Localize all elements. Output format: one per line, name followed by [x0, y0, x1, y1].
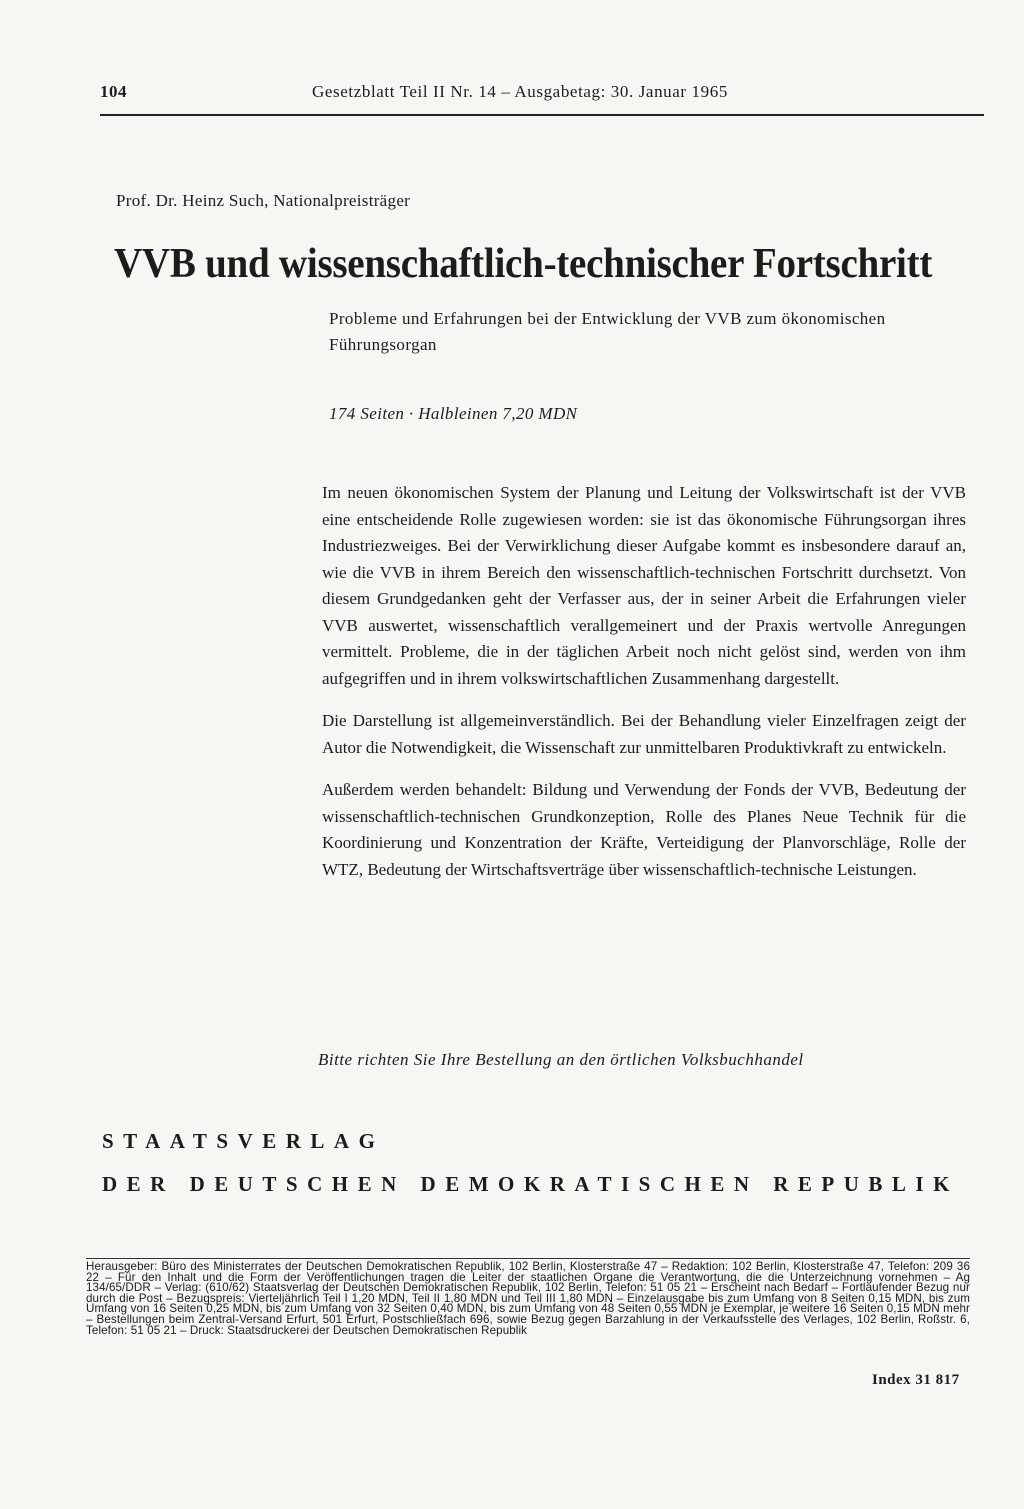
description-paragraph-2: Die Darstellung ist allgemeinverständlich. Bei der Behandlung vieler Einzelfragen zeigt der Autor die Notwendigkeit, die Wissenschaft zur unmittelbaren Produktivkraft zu entwickeln.: [322, 711, 966, 757]
publisher-name: [102, 1120, 959, 1206]
book-description: [322, 480, 966, 899]
publisher-line-1: STAATSVERLAG: [102, 1129, 385, 1153]
publisher-line-2: DER DEUTSCHEN DEMOKRATISCHEN REPUBLIK: [102, 1172, 959, 1196]
description-paragraph-3: Außerdem werden behandelt: Bildung und Verwendung der Fonds der VVB, Bedeutung der wissenschaftlich-technischen Grundkonzeption, Rolle des Planes Neue Technik für die Koordinierung und Konzentration der Kräfte, Verteidigung der Planvorschläge, Rolle der WTZ, Bedeutung der Wirtschaftsverträge über wissenschaftlich-technische Leistungen.: [322, 780, 966, 879]
book-subtitle: Probleme und Erfahrungen bei der Entwicklung der VVB zum ökonomischen Führungsorgan: [329, 309, 886, 354]
page-number: 104: [100, 82, 127, 101]
imprint-text: Herausgeber: Büro des Ministerrates der Deutschen Demokratischen Republik, 102 Berlin, Klosterstraße 47 – Redaktion: 102 Berlin, Klosterstraße 47, Telefon: 209 36 22 – Für den Inhalt und die Form der Veröffentlichungen tragen die Leiter der staatlichen Organe die Verantwortung, die die Unterzeichnung vornehmen – Ag 134/65/DDR – Verlag: (610/62) Staatsverlag der Deutschen Demokratischen Republik, 102 Berlin, Telefon: 51 05 21 – Erscheint nach Bedarf – Fortlaufender Bezug nur durch die Post – Bezugspreis: Vierteljährlich Teil I 1,20 MDN, Teil II 1,80 MDN und Teil III 1,80 MDN – Einzelausgabe bis zum Umfang von 8 Seiten 0,15 MDN, bis zum Umfang von 16 Seiten 0,25 MDN, bis zum Umfang von 32 Seiten 0,40 MDN, bis zum Umfang von 48 Seiten 0,55 MDN je Exemplar, je weitere 16 Seiten 0,15 MDN mehr – Bestellungen beim Zentral-Versand Erfurt, 501 Erfurt, Postschließfach 696, sowie Bezug gegen Barzahlung in der Verkaufsstelle des Verlages, 102 Berlin, Roßstr. 6, Telefon: 51 05 21 – Druck: Staatsdruckerei der Deutschen Demokratischen Republik: [86, 1260, 970, 1337]
book-author: Prof. Dr. Heinz Such, Nationalpreisträger: [116, 191, 411, 210]
book-price-line: 174 Seiten · Halbleinen 7,20 MDN: [329, 404, 578, 423]
book-title: VVB und wissenschaftlich-technischer Fortschritt: [114, 241, 933, 287]
running-head: Gesetzblatt Teil II Nr. 14 – Ausgabetag: 30. Januar 1965: [312, 82, 728, 101]
page-header: [100, 76, 984, 116]
index-number: Index 31 817: [872, 1372, 960, 1388]
footer-rule: [86, 1258, 970, 1259]
order-note: Bitte richten Sie Ihre Bestellung an den örtlichen Volksbuchhandel: [318, 1050, 804, 1069]
header-rule: [100, 114, 984, 116]
description-paragraph-1: Im neuen ökonomischen System der Planung und Leitung der Volkswirtschaft ist der VVB eine entscheidende Rolle zugewiesen worden: sie ist das ökonomische Führungsorgan ihres Industriezweiges. Bei der Verwirklichung dieser Aufgabe kommt es insbesondere darauf an, wie die VVB in ihrem Bereich den wissenschaftlich-technischen Fortschritt durchsetzt. Von diesem Grundgedanken geht der Verfasser aus, der in seiner Arbeit die Erfahrungen vieler VVB auswertet, wissenschaftlich verallgemeinert und der Praxis wertvolle Anregungen vermittelt. Probleme, die in der täglichen Arbeit noch nicht gelöst sind, werden von ihm aufgegriffen und in ihrem volkswirtschaftlichen Zusammenhang dargestellt.: [322, 483, 966, 688]
